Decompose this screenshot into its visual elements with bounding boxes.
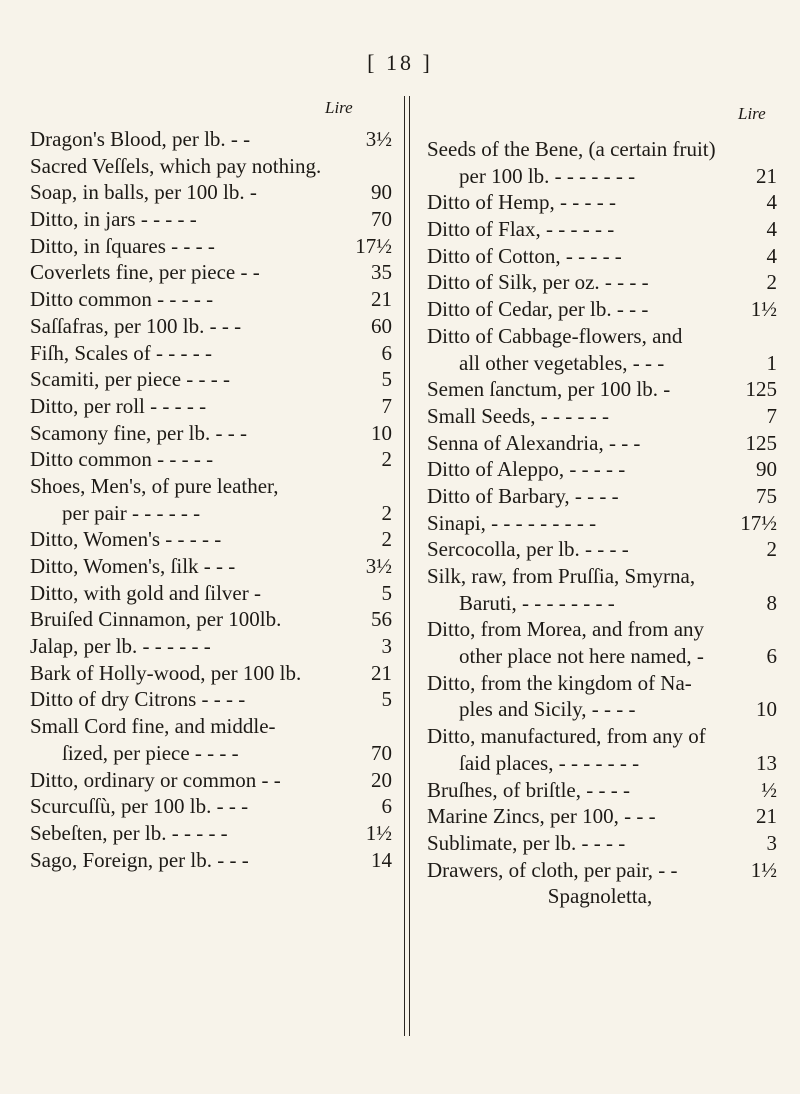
entry-duty-value: 1½ [365, 820, 392, 845]
tariff-entry [427, 403, 777, 430]
entry-description: Ditto, manufactured, from any of [427, 724, 706, 749]
entry-duty-value: 21 [371, 287, 392, 312]
tariff-entry [30, 820, 392, 847]
entry-description: Ditto, in ſquares - - - - [30, 233, 215, 258]
entry-description: per 100 lb. - - - - - - - [459, 163, 636, 188]
entry-description: Saſſafras, per 100 lb. - - - [30, 313, 242, 338]
entry-description: Ditto, Women's - - - - - [30, 527, 222, 552]
tariff-entry [427, 750, 777, 777]
entry-description: Ditto of Cabbage-flowers, and [427, 323, 683, 348]
entry-description: Soap, in balls, per 100 lb. - [30, 180, 257, 205]
entry-duty-value: 6 [381, 340, 392, 365]
tariff-entry [30, 660, 392, 687]
entry-duty-value: ½ [761, 777, 777, 802]
tariff-entry [30, 259, 392, 286]
entry-duty-value [733, 323, 777, 350]
tariff-entry [427, 136, 777, 163]
tariff-entry [427, 510, 777, 537]
entry-duty-value: 7 [766, 403, 777, 428]
entry-description: Ditto of Aleppo, - - - - - [427, 457, 626, 482]
tariff-entry [427, 216, 777, 243]
entry-duty-value: 10 [756, 697, 777, 722]
entry-description: Baruti, - - - - - - - - [459, 590, 615, 615]
entry-duty-value: 5 [381, 580, 392, 605]
entry-description: Sebeſten, per lb. - - - - - [30, 820, 228, 845]
entry-duty-value: 35 [371, 260, 392, 285]
entry-duty-value: 14 [371, 847, 392, 872]
tariff-entry [30, 366, 392, 393]
tariff-entry [427, 430, 777, 457]
tariff-entry [427, 883, 777, 910]
entry-description: Dragon's Blood, per lb. - - [30, 127, 251, 151]
entry-duty-value: 2 [766, 537, 777, 562]
tariff-entry [427, 563, 777, 590]
tariff-entry [427, 830, 777, 857]
tariff-entry [427, 243, 777, 270]
entry-duty-value: 13 [756, 750, 777, 775]
entry-duty-value: 60 [371, 313, 392, 338]
tariff-entry [427, 590, 777, 617]
entry-description: ſized, per piece - - - - [62, 740, 239, 765]
left-currency-heading: Lire [325, 98, 353, 117]
tariff-entry [427, 723, 777, 750]
entry-description: Senna of Alexandria, - - - [427, 430, 641, 455]
entry-duty-value: 70 [371, 740, 392, 765]
entry-description: Sublimate, per lb. - - - - [427, 830, 626, 855]
entry-duty-value: 17½ [740, 510, 777, 535]
tariff-entry [30, 233, 392, 260]
entry-duty-value: 6 [766, 644, 777, 669]
entry-duty-value: 75 [756, 483, 777, 508]
tariff-entry [30, 420, 392, 447]
entry-description: Small Cord fine, and middle- [30, 714, 276, 739]
tariff-entry [30, 633, 392, 660]
entry-description: other place not here named, - [459, 644, 704, 669]
entry-description: Ditto common - - - - - [30, 447, 214, 472]
entry-duty-value: 5 [381, 687, 392, 712]
entry-duty-value: 20 [371, 767, 392, 792]
entry-duty-value: 21 [756, 804, 777, 829]
right-column [427, 136, 777, 910]
tariff-entry [427, 376, 777, 403]
tariff-entry [427, 163, 777, 190]
tariff-entry [427, 643, 777, 670]
entry-description: Scamony fine, per lb. - - - [30, 420, 247, 445]
tariff-entry [30, 767, 392, 794]
entry-description: Shoes, Men's, of pure leather, [30, 473, 279, 498]
entry-duty-value: 2 [381, 500, 392, 525]
tariff-entry [30, 553, 392, 580]
entry-duty-value: 125 [745, 430, 777, 455]
entry-description: Ditto of Barbary, - - - - [427, 483, 619, 508]
tariff-entry [30, 179, 392, 206]
entry-duty-value [733, 723, 777, 750]
tariff-entry [427, 803, 777, 830]
entry-description: Ditto, in jars - - - - - [30, 207, 197, 232]
left-column [30, 126, 392, 873]
entry-duty-value [733, 883, 777, 910]
entry-duty-value: 1½ [750, 297, 777, 322]
column-divider [404, 96, 405, 1036]
tariff-entry [30, 393, 392, 420]
entry-duty-value [348, 153, 392, 180]
tariff-entry [427, 696, 777, 723]
entry-description: Ditto, with gold and ſilver - [30, 580, 261, 605]
tariff-entry [427, 483, 777, 510]
entry-description: ples and Sicily, - - - - [459, 697, 636, 722]
entry-duty-value [733, 136, 777, 163]
entry-description: Coverlets fine, per piece - - [30, 260, 260, 285]
tariff-entry [427, 350, 777, 377]
entry-duty-value [733, 670, 777, 697]
tariff-entry [30, 686, 392, 713]
entry-duty-value: 3 [766, 830, 777, 855]
tariff-entry [427, 536, 777, 563]
entry-description: Ditto, from Morea, and from any [427, 617, 705, 642]
tariff-entry [30, 446, 392, 473]
tariff-entry [30, 500, 392, 527]
tariff-entry [30, 313, 392, 340]
entry-duty-value: 1 [766, 350, 777, 375]
entry-duty-value: 2 [381, 527, 392, 552]
entry-duty-value: 21 [371, 660, 392, 685]
entry-duty-value [733, 563, 777, 590]
entry-description: Scamiti, per piece - - - - [30, 367, 230, 392]
entry-description: Scurcuſſù, per 100 lb. - - - [30, 794, 249, 819]
entry-duty-value: 90 [756, 457, 777, 482]
tariff-entry [30, 340, 392, 367]
tariff-entry [30, 847, 392, 874]
entry-description: Ditto, per roll - - - - - [30, 393, 207, 418]
entry-description: Sinapi, - - - - - - - - - [427, 510, 597, 535]
tariff-entry [30, 606, 392, 633]
tariff-entry [30, 126, 392, 153]
entry-duty-value: 2 [766, 270, 777, 295]
entry-duty-value: 10 [371, 420, 392, 445]
tariff-entry [30, 526, 392, 553]
entry-duty-value: 90 [371, 180, 392, 205]
entry-description: Drawers, of cloth, per pair, - - [427, 857, 678, 882]
tariff-entry [427, 323, 777, 350]
tariff-entry [427, 857, 777, 884]
entry-description: Ditto of Silk, per oz. - - - - [427, 270, 649, 295]
entry-duty-value: 17½ [355, 233, 392, 258]
entry-description: Spagnoletta, [547, 884, 653, 909]
entry-description: Jalap, per lb. - - - - - - [30, 634, 211, 659]
entry-duty-value [348, 713, 392, 740]
entry-description: Bruſhes, of briſtle, - - - - [427, 777, 630, 802]
tariff-entry [427, 670, 777, 697]
entry-duty-value: 70 [371, 207, 392, 232]
entry-description: Ditto of Hemp, - - - - - [427, 190, 616, 215]
tariff-entry [30, 206, 392, 233]
entry-duty-value [348, 473, 392, 500]
tariff-entry [427, 456, 777, 483]
entry-duty-value: 4 [766, 243, 777, 268]
entry-duty-value: 3 [381, 634, 392, 659]
tariff-entry [30, 153, 392, 180]
entry-description: Fiſh, Scales of - - - - - [30, 340, 212, 365]
column-divider [409, 96, 410, 1036]
entry-description: ſaid places, - - - - - - - [459, 750, 640, 775]
entry-duty-value: 56 [371, 607, 392, 632]
entry-description: Marine Zincs, per 100, - - - [427, 804, 656, 829]
tariff-entry [30, 740, 392, 767]
page-number: [ 18 ] [367, 50, 433, 75]
entry-description: Bark of Holly-wood, per 100 lb. [30, 660, 302, 685]
tariff-entry [427, 189, 777, 216]
entry-description: Bruiſed Cinnamon, per 100lb. [30, 607, 282, 632]
tariff-entry [30, 286, 392, 313]
entry-description: Ditto of dry Citrons - - - - [30, 687, 246, 712]
tariff-entry [30, 713, 392, 740]
entry-description: Ditto of Flax, - - - - - - [427, 217, 615, 242]
entry-description: Ditto, ordinary or common - - [30, 767, 281, 792]
entry-duty-value: 125 [745, 377, 777, 402]
tariff-entry [30, 580, 392, 607]
entry-description: Sago, Foreign, per lb. - - - [30, 847, 249, 872]
entry-description: Semen ſanctum, per 100 lb. - [427, 377, 671, 402]
entry-description: all other vegetables, - - - [459, 350, 665, 375]
entry-description: Ditto, from the kingdom of Na- [427, 670, 692, 695]
entry-duty-value: 4 [766, 190, 777, 215]
entry-duty-value: 2 [381, 447, 392, 472]
tariff-entry [427, 269, 777, 296]
tariff-entry [30, 793, 392, 820]
entry-duty-value: 3½ [365, 554, 392, 578]
entry-description: Small Seeds, - - - - - - [427, 403, 609, 428]
entry-description: Ditto common - - - - - [30, 287, 214, 312]
entry-duty-value: 6 [381, 794, 392, 819]
entry-description: Silk, raw, from Pruſſia, Smyrna, [427, 564, 696, 588]
entry-description: Sercocolla, per lb. - - - - [427, 537, 629, 562]
entry-duty-value: 3½ [365, 127, 392, 151]
entry-description: Seeds of the Bene, (a certain fruit) [427, 137, 716, 161]
entry-description: Ditto of Cotton, - - - - - [427, 243, 622, 268]
entry-duty-value: 4 [766, 217, 777, 242]
tariff-entry [427, 296, 777, 323]
right-currency-heading: Lire [738, 104, 766, 123]
entry-duty-value [733, 616, 777, 643]
entry-description: per pair - - - - - - [62, 500, 201, 525]
entry-duty-value: 7 [381, 393, 392, 418]
entry-description: Ditto of Cedar, per lb. - - - [427, 297, 649, 322]
entry-duty-value: 5 [381, 367, 392, 392]
entry-duty-value: 8 [766, 590, 777, 615]
tariff-entry [427, 777, 777, 804]
entry-description: Ditto, Women's, ſilk - - - [30, 554, 236, 578]
entry-description: Sacred Veſſels, which pay nothing. [30, 153, 322, 178]
entry-duty-value: 21 [756, 163, 777, 188]
tariff-entry [427, 616, 777, 643]
entry-duty-value: 1½ [750, 857, 777, 882]
tariff-entry [30, 473, 392, 500]
